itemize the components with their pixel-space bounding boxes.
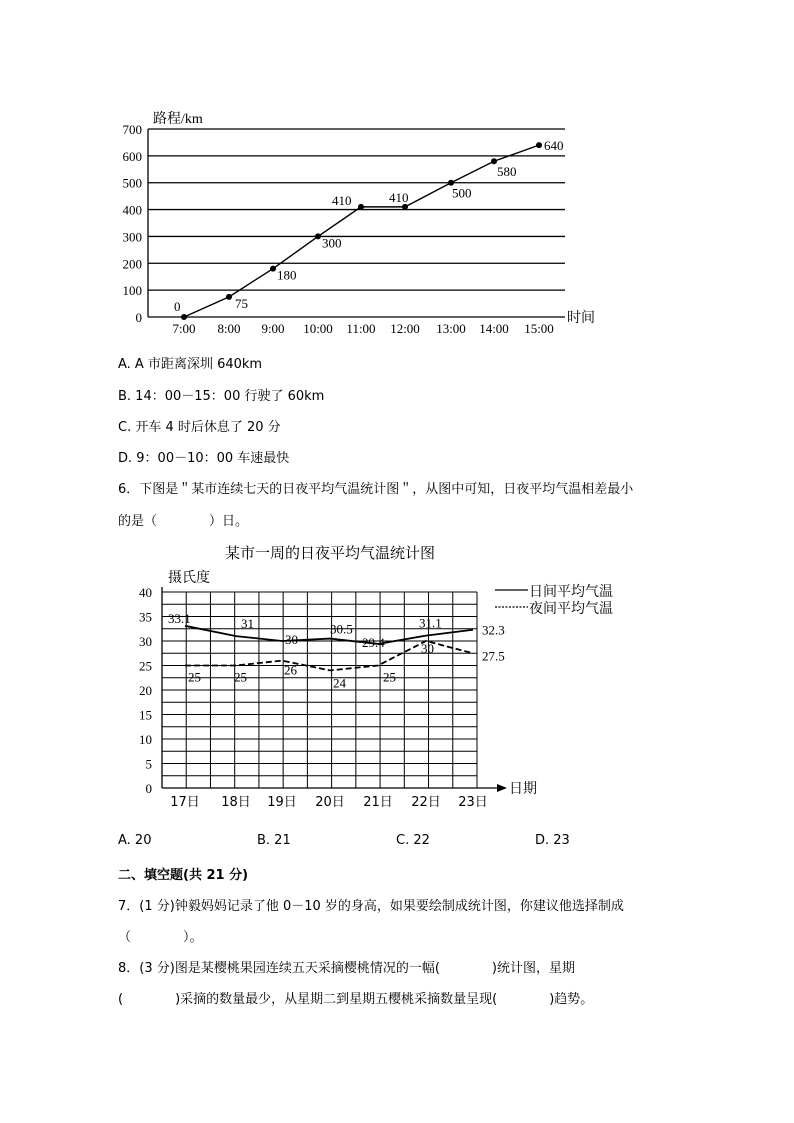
- y-tick-label: 700: [122, 122, 142, 137]
- x-tick-label: 15:00: [524, 321, 554, 336]
- y-tick-label: 25: [139, 658, 152, 674]
- x-tick-label: 17日: [170, 795, 200, 810]
- data-label: 31: [241, 616, 254, 632]
- data-label: 32.3: [482, 622, 505, 638]
- q6-option-d: D. 23: [535, 833, 570, 848]
- data-label: 500: [452, 185, 472, 201]
- y-tick-label: 0: [145, 781, 152, 796]
- question-8-line-1: 8．(3 分)图是某樱桃果园连续五天采摘樱桃情况的一幅( )统计图，星期: [118, 961, 575, 976]
- option-a: A. A 市距离深圳 640km: [118, 357, 263, 372]
- y-tick-label: 300: [122, 229, 142, 245]
- data-point: [358, 204, 364, 210]
- data-label: 75: [235, 295, 248, 311]
- y-tick-label: 400: [122, 202, 142, 218]
- y-tick-label: 0: [135, 310, 142, 325]
- x-axis-label: 日期: [509, 781, 537, 797]
- y-tick-label: 10: [139, 732, 152, 747]
- data-point: [315, 233, 321, 239]
- y-axis-label: 路程/km: [153, 112, 203, 127]
- chart-title: 某市一周的日夜平均气温统计图: [224, 544, 436, 562]
- question-6-line-1: 6．下图是＂某市连续七天的日夜平均气温统计图＂，从图中可知，日夜平均气温相差最小: [118, 482, 634, 497]
- data-label: 33.1: [168, 610, 191, 626]
- x-tick-label: 9:00: [261, 321, 285, 336]
- question-6-line-2: 的是（ ）日。: [118, 514, 249, 529]
- data-label: 30: [421, 641, 434, 656]
- question-7-line-1: 7．(1 分)钟毅妈妈记录了他 0－10 岁的身高，如果要绘制成统计图，你建议他选择制成: [118, 899, 624, 914]
- x-tick-label: 23日: [458, 795, 488, 810]
- data-label: 29.4: [362, 634, 385, 650]
- data-line: [184, 145, 539, 317]
- x-tick-label: 11:00: [346, 321, 376, 336]
- data-point: [536, 142, 542, 148]
- y-tick-label: 15: [139, 707, 152, 723]
- data-point: [226, 294, 232, 300]
- x-tick-label: 18日: [221, 795, 251, 810]
- data-label: 30.5: [330, 621, 353, 637]
- data-point: [181, 314, 187, 320]
- data-label: 25: [383, 669, 396, 685]
- option-c: C. 开车 4 时后休息了 20 分: [118, 420, 281, 435]
- data-label: 27.5: [482, 648, 505, 664]
- data-label: 30: [285, 632, 298, 647]
- x-tick-label: 21日: [363, 795, 393, 810]
- question-7-line-2: （ ）。: [118, 930, 203, 945]
- x-tick-label: 12:00: [390, 321, 420, 336]
- legend-label: 日间平均气温: [529, 584, 613, 600]
- y-tick-label: 20: [139, 683, 152, 698]
- data-label: 410: [389, 189, 409, 205]
- y-tick-label: 5: [145, 756, 152, 772]
- q6-option-b: B. 21: [257, 833, 291, 848]
- y-tick-label: 35: [139, 609, 152, 625]
- y-tick-label: 40: [139, 585, 152, 600]
- data-label: 24: [333, 675, 346, 691]
- x-tick-label: 19日: [267, 795, 297, 810]
- y-tick-label: 600: [122, 148, 142, 164]
- legend-label: 夜间平均气温: [529, 601, 613, 617]
- y-axis-label: 摄氏度: [168, 570, 210, 586]
- data-label: 26: [284, 662, 297, 678]
- y-tick-label: 200: [122, 256, 142, 272]
- x-tick-label: 7:00: [172, 321, 196, 336]
- temperature-chart: [0, 535, 794, 820]
- x-axis-arrow: [497, 784, 507, 792]
- data-label: 25: [234, 669, 247, 685]
- data-label: 410: [332, 192, 352, 208]
- x-tick-label: 13:00: [436, 321, 466, 336]
- distance-chart: [0, 0, 794, 345]
- data-label: 31.1: [419, 615, 442, 631]
- data-label: 580: [497, 164, 517, 180]
- x-tick-label: 22日: [411, 795, 441, 810]
- x-axis-label: 时间: [567, 310, 595, 326]
- data-point: [270, 266, 276, 272]
- y-tick-label: 30: [139, 634, 152, 649]
- question-8-line-2: ( )采摘的数量最少，从星期二到星期五樱桃采摘数量呈现( )趋势。: [118, 992, 594, 1007]
- y-tick-label: 500: [122, 175, 142, 191]
- data-label: 640: [544, 138, 564, 154]
- x-tick-label: 8:00: [217, 321, 241, 336]
- x-tick-label: 20日: [315, 795, 345, 810]
- data-label: 300: [322, 235, 342, 251]
- option-b: B. 14：00－15：00 行驶了 60km: [118, 389, 325, 404]
- q6-option-a: A. 20: [118, 833, 152, 848]
- x-tick-label: 14:00: [479, 321, 509, 336]
- data-label: 180: [277, 267, 297, 283]
- data-label: 0: [174, 299, 181, 314]
- option-d: D. 9：00－10：00 车速最快: [118, 451, 290, 466]
- x-tick-label: 10:00: [303, 321, 333, 336]
- q6-option-c: C. 22: [396, 833, 430, 848]
- data-label: 25: [188, 669, 201, 685]
- section-heading: 二、填空题(共 21 分): [118, 868, 249, 883]
- y-tick-label: 100: [122, 283, 142, 299]
